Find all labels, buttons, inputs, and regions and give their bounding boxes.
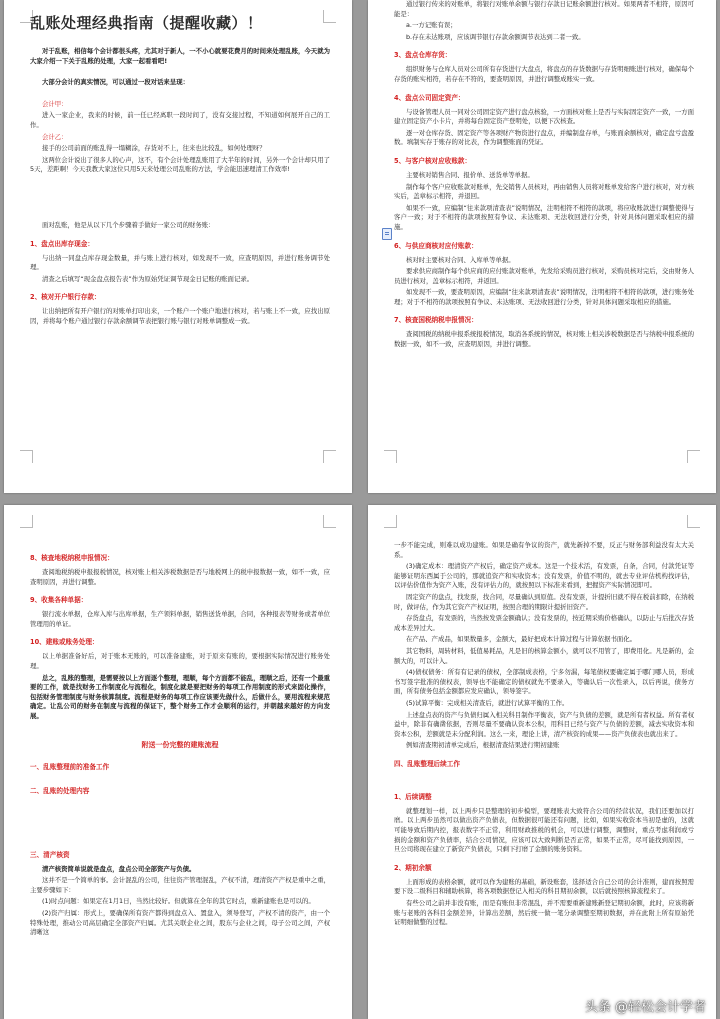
body-paragraph: 在产品、产成品，如果数量多，金额大，最好把成本计算过程与计算依据书面化。: [406, 635, 637, 644]
page-corner-mark: [687, 450, 700, 463]
body-paragraph: 总之，乱账的整理，是需要按以上方面逐个整理，理顺，每个方面都不能乱，理顺之后，还有一个最重要的工作，就是找财务工作制度化与流程化，制度化就是要把财务的每项工作用制度的形式来固化操作，包括财务管理制度与财务核算制度。流程是财务的每项工作应该要先做什么，后做什么，要用流程来规范确定。让乱公司的财务在制度与流程的保证下，整个财务工作才会顺利的运行，并朝越来越好的方向发展。: [30, 673, 330, 720]
section-heading: 10、建账或账务处理：: [30, 638, 99, 647]
document-page-3: [4, 505, 352, 1019]
page-corner-mark: [687, 515, 700, 528]
body-paragraph: 就整理划一样，以上两步只是整理的初步模型，要理账表大致符合公司的经营状况，我们还要加以打磨。以上两步虽然可以做出资产负债表，但数据很可能还有问题，比如，如果实收资本当初是虚的，这就可能导致后期内控，报表数字不正常，利用财政推税的机会，可以进行调整，调整时，重点考虑利润或亏损的金额和资产负债率，结合公司情况，应该可以大致判断是否正常，如果不正常，尽可能找到原因，一旦公司将现在建立了新资产负债表，只剩下打磨了金额的账务资料。: [394, 806, 694, 854]
section-heading: 一、乱账整理前的准备工作: [30, 762, 110, 771]
page-corner-mark: [323, 515, 336, 528]
body-paragraph: 其它物料，周转材料，低值易耗品，凡是旧的核算金额小，就可以不用管了，即费用化。凡是新的，金额大的，可以计入。: [394, 646, 694, 665]
body-paragraph: 要求供应商制作每个供应商的应付账款对账单，先发给采购员进行核对，采购员核对完后，交由财务人员进行核对，盖章标示相符，并返回。: [394, 267, 694, 285]
body-paragraph: 核对时主要核对合同、入库单等单据。: [406, 255, 515, 264]
body-paragraph: 与设备管理人员一同对公司固定资产进行盘点核验，一方面核对账上是否与实际固定资产一致，一方面建立固定资产小卡片，并将每台固定资产登明处，以便下次核查。: [394, 107, 694, 126]
body-paragraph: 固定资产的盘点，找发票，找合同，尽量确认到原值。没有发票，计提折旧就不得在税前扣除，在纳税时，做评估，作为其它资产产权证明，按照合理的期限计提折旧资产。: [394, 592, 694, 611]
page-corner-mark: [384, 450, 397, 463]
intro-paragraph: 对于乱账，相信每个会计都很头疼，尤其对于新人，一不小心就要花费月的时间来处理乱账，今天就为大家介绍一下关于乱账的处理，大家一起看看吧!: [30, 47, 330, 65]
body-paragraph: 面对乱账，他是从以下几个步骤着手做好一家公司的财务账：: [42, 220, 215, 229]
body-paragraph: 清产核资简单说就是盘点，盘点公司全部资产与负债。: [42, 864, 196, 873]
speaker-text: 进入一家企业，我来的时候，前一任已经离职一段时间了，没有交接过程，不知道如何展开自己的工作。: [30, 111, 330, 129]
section-heading: 8、核查地税纳税申报情况：: [30, 554, 114, 562]
section-heading: 3、盘点仓库存货：: [394, 51, 452, 60]
body-paragraph: 逐一对仓库存货、固定资产等各项财产物资进行盘点，并编制盘存单，与账面余额核对，确定盘亏盘盈数。填制实存于账存的对比表，作为调整账面的凭证。: [394, 128, 694, 147]
section-heading: 9、收集各种单据：: [30, 596, 88, 605]
body-paragraph: 一步不能完成，则难以成功建账。如果是确有争议的资产，就先新掉不要，反正与财务部利益没有太大关系。: [394, 541, 694, 559]
comment-icon[interactable]: [382, 228, 392, 240]
body-paragraph: 例如清查期初清单完成后，根据清查结果进行期初建账: [406, 741, 560, 750]
body-paragraph: 存货盘点，有发票的，当然按发票金额确认；没有发票的，按近期采购价格确认，以防止与后批次存货成本差异过大。: [394, 614, 694, 632]
section-heading: 1、盘点出库存现金：: [30, 239, 94, 248]
appendix-heading: 附送一份完整的建账流程: [141, 740, 219, 749]
document-page-1: [4, 0, 352, 493]
lead-paragraph: 大部分会计的真实情况，可以通过一段对话来呈现：: [42, 78, 189, 87]
body-paragraph: 与出纳一同盘点库存现金数量，并与账上进行核对，如发现不一致，应查明原因，并进行账务调节处理。: [30, 253, 330, 272]
section-heading: 6、与供应商核对应付账款：: [394, 241, 478, 250]
speaker-text: 接手的公司前面的账乱得一塌糊涂，存货对不上，往来也比较乱，如何处理呀？: [42, 144, 266, 153]
body-paragraph: 上述盘点表的资产与负债归属入相关科目制作平衡表，资产与负债的差额，就是所有者权益。所有者权益中，除非有确凿依据，否则尽量不要确认资本公积，用科目已经与资产与负债的差额，减去实收资本和资本公积，差额就是未分配利润。这么一来，理论上讲，清产核资的成果——资产负债表也就出来了。: [394, 710, 694, 738]
page-corner-mark: [384, 515, 397, 528]
body-paragraph: 如发现不一致，要查明原因，应编制“往来款项清查表”说明情况，注明相符不相符的款项，进行账务处理；对于不相符的款项按照有争议、未达账项、无法收回进行分类，针对具体问题采取相应的措施。: [394, 288, 694, 306]
body-paragraph: 如果不一致，应编制“往来款项清查表”说明情况，注明相符不相符的款项，将应收账款进行调整使得与客户一致；对于不相符的款项按照有争议、未达账项、无法收回进行分类，针对具体问题采取相应的措施。: [394, 203, 694, 231]
body-paragraph: 查阅国税的纳税申报系统报税情况，取消各系统的情况，核对账上相关涉税数据是否与纳税申报系统的数据一致，如不一致，应查明原因，并进行调整。: [394, 330, 694, 349]
watermark-text: 头条 @轻松会计学者: [584, 1000, 706, 1015]
document-page-2: [368, 0, 716, 493]
section-heading: 2、期初余额: [394, 863, 432, 872]
body-paragraph: 清查之后填写“现金盘点报告表”作为原始凭证调节现金日记账的账面记录。: [42, 274, 254, 283]
body-paragraph: a.一方记账有误；: [406, 21, 457, 30]
body-paragraph: (4)债权债务：所有有记录的债权，全部制成表格，宁多勿漏，每笔债权要确定属于哪门哪人员，形成书写签字批准的债权表，领导也不能确定的债权就先不要录入，等确认后一次性录入，以后再说，债务方面，所有债务包括金额都应发应确认，领导签字。: [394, 668, 694, 696]
body-paragraph: (2)资产归属：形式上，要确保所有资产都得到盘点入、置盘入，须导登写，产权不清的资产，由一个特殊处理，推动公司高层确定全部资产归属。尤其关联企业之间，股东与企业之间，母子公司之间，产权清晰这: [30, 908, 330, 937]
body-paragraph: 制作每个客户应收账款对账单，先交销售人员核对，再由销售人员将对账单发给客户进行核对，对方核实后，盖章标示相符，并退回。: [394, 182, 694, 201]
body-paragraph: b.存在未达账项，应该调节银行存款余额调节表达到二者一致。: [406, 32, 585, 41]
body-paragraph: 这并不是一个简单的事。会计混乱的公司，往往资产管理混乱，产权不清，理清资产产权是重中之重，主要步骤如下：: [30, 876, 330, 894]
section-heading: 2、核对开户银行存款：: [30, 293, 101, 302]
speaker-label: 会计甲：: [42, 99, 68, 108]
body-paragraph: 上面形成的表格余额，就可以作为建账的基础，新设账套，选择适合自己公司的会计准则，建而按照需要下设二级科目和辅助核算，将各项数据登记入相关的科目期初余额，以后就按照核算流程来了。: [394, 877, 694, 896]
body-paragraph: 这两位会计说出了很多人的心声，这不，有个会计处理乱账用了大半年的时间，另外一个会计却只用了5天，差距啊！今天我教大家这位只用5天来处理公司乱账的方法，学会能迅速理清工作效率!: [30, 155, 330, 174]
section-heading: 7、核查国税纳税申报情况：: [394, 316, 478, 325]
section-heading: 1、后续调整: [394, 792, 432, 801]
body-paragraph: (5)试算平衡：完成相关清查后，就进行试算平衡的工作。: [406, 698, 569, 707]
body-paragraph: 组织财务与仓库人员对公司所有存货进行大盘点，将盘点的存货数据与存货明细账进行核对，确保每个存货的账实相符，若存在不符的，要查明原因，并进行调整成账实一致。: [394, 65, 694, 83]
body-paragraph: 让出纳把所有开户银行的对账单打印出来，一个账户一个账户地进行核对，若与账上不一致，应找出原因，并将每个账户通过银行存款余额调节表把银行账与银行对账单调整成一致。: [30, 307, 330, 325]
page-corner-mark: [20, 515, 33, 528]
section-heading: 三、清产核资: [30, 850, 70, 859]
page-corner-mark: [20, 450, 33, 463]
body-paragraph: 以上单据准备好后，对于账本无账的，可以准备建账，对于原来有账的，要根据实际情况进行账务处理。: [30, 652, 330, 670]
document-page-4: [368, 505, 716, 1019]
section-heading: 四、乱账整理后续工作: [394, 759, 460, 768]
body-paragraph: 有些公司之前并非没有账，而是有账但非常混乱，并不需要重新建账新登记期初余额，此时，应该将新账与老账的各科目金额差异，计算出差额，然后统一做一笔分录调整至期初数据，并在此附上所有原始凭证明细做整的过程。: [394, 899, 694, 927]
body-paragraph: 查阅地税纳税申报报税情况，核对账上相关涉税数据是否与地税网上的税申报数据一致，如不一致，应查明原因，并进行调整。: [30, 568, 330, 586]
document-title: 乱账处理经典指南（提醒收藏）！: [30, 14, 263, 32]
body-paragraph: 主要核对销售合同、报价单、送货单等单据。: [406, 170, 534, 179]
section-heading: 4、盘点公司固定资产：: [394, 93, 465, 102]
body-paragraph: (3)确定成本：理清资产产权后，确定资产成本。这是一个技术活，有发票，自条，合同，付款凭证等能够证明东西属于公司的，那就追资产和实收资本；没有发票，价值不明的，就去专业评估机构找评估，以评估价值作为资产入账，没有评估力的，就按照以下标准来看到，把握资产实际情况即可。: [394, 562, 694, 590]
body-paragraph: (1)时点问题：如果定在1月1日，当然比较好。但就算在全年的其它时点，重新建账也是可以的。: [42, 897, 315, 906]
body-paragraph: 银行流水单据，仓库入库与出库单据，生产领料单据，销售送货单据，合同，各种报表等财务或者单位管理用的单证。: [30, 610, 330, 628]
page-corner-mark: [323, 450, 336, 463]
body-paragraph: 通过银行传来的对账单，将银行对账单余额与银行存款日记账余额进行核对。如果两者不相符，原因可能是：: [394, 0, 694, 18]
section-heading: 二、乱账的处理内容: [30, 786, 90, 795]
speaker-label: 会计乙：: [42, 132, 68, 141]
section-heading: 5、与客户核对应收账款：: [394, 156, 472, 165]
